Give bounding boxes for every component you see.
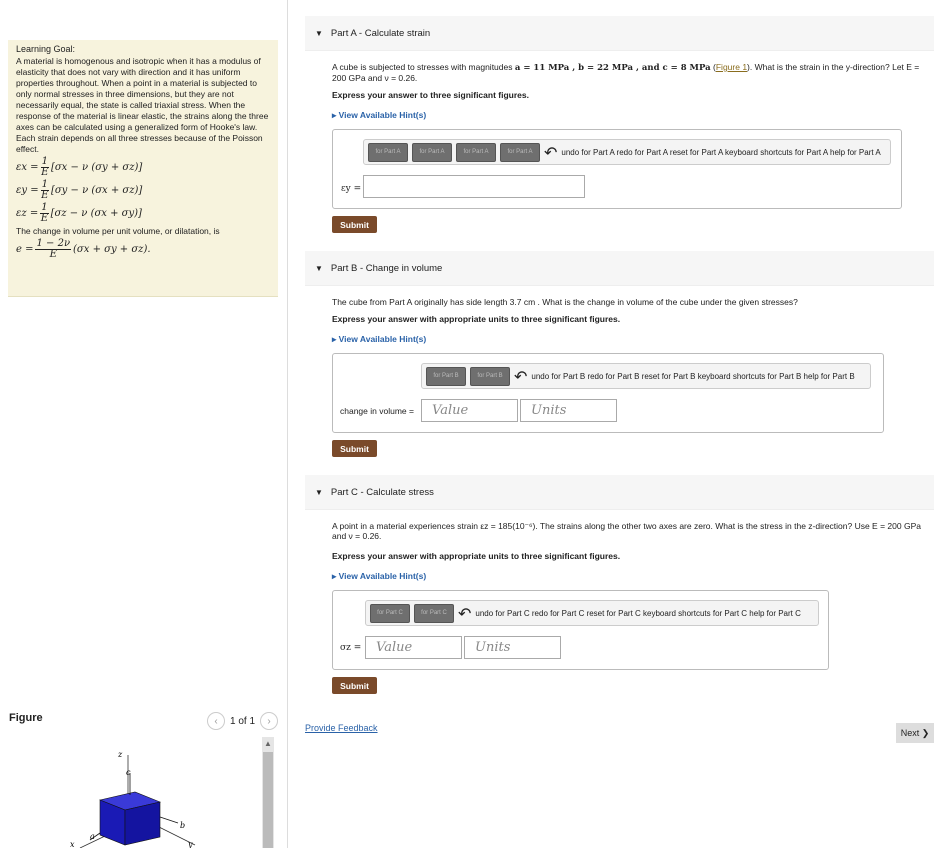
part-b-answer-box [332,353,884,433]
units-button[interactable]: for Part B [470,367,510,386]
part-a-answer-input[interactable] [363,175,585,198]
axis-label-y: y [188,840,193,848]
part-b-units-input[interactable]: Units [520,399,617,422]
axis-label-a: a [90,832,95,841]
stress-arrow-b [160,817,178,823]
part-a-hints-link[interactable]: ▸ View Available Hint(s) [332,110,427,120]
part-c-field-label: σz = [340,643,362,653]
eq-fraction: $\frac{1 - 2\nu}{E}$ [36,238,71,260]
vector-button[interactable]: for Part A [456,143,496,162]
provide-feedback-link[interactable]: Provide Feedback [305,723,378,733]
templates-button[interactable]: for Part A [368,143,408,162]
axis-label-x: x [70,840,75,848]
greek-button[interactable]: for Part A [412,143,452,162]
next-figure-button[interactable]: › [260,712,278,730]
undo-icon[interactable]: ↶ [514,366,528,386]
eq-fraction: $\frac{1}{E}$ [40,202,49,224]
part-b-instruction: Express your answer with appropriate units to three significant figures. [332,314,621,324]
part-b-submit-button[interactable]: Submit [332,440,377,457]
part-b-field-label: change in volume = [340,406,414,416]
part-a-toolbar [363,139,891,165]
part-c-header[interactable] [305,475,934,510]
part-c-question: A point in a material experiences strain εz = 185(10⁻⁶). The strains along the other two axes are zero. What is the stress in the z-direction? Use E = 200 GPa and ν = 0.26. [332,521,921,541]
eq-rhs: [σz − ν (σx + σy)] [50,208,142,219]
scroll-up-icon[interactable]: ▲ [264,739,272,748]
part-c-answer-box [332,590,829,670]
part-a-field-label: εy = [341,184,362,194]
part-a-toolbar-labels[interactable]: undo for Part A redo for Part A reset for Part A keyboard shortcuts for Part A help for Part A [561,147,881,157]
learning-goal-text: A material is homogenous and isotropic when it has a modulus of elasticity that does not vary with direction and it has uniform properties throughout. When a point in a material is subjected to only normal stresses in three dimensions, but they are not necessarily equal, the state is called triaxial stress. When the response of the material is linear elastic, the strains along the three axes can be calculated using a generalized form of Hooke's law. Each strain depends on all three stresses because of the Poisson effect. [16,56,269,154]
collapse-icon[interactable]: ▼ [315,487,323,497]
figure-scrollbar[interactable] [262,737,274,848]
axis-label-c: c [126,768,131,777]
equation-strain-z [16,203,270,224]
eq-lhs: e = [16,244,34,255]
part-c-toolbar [365,600,819,626]
equation-strain-y [16,180,270,201]
part-b-toolbar [421,363,871,389]
prev-figure-button[interactable]: ‹ [207,712,225,730]
part-c-units-input[interactable]: Units [464,636,561,659]
learning-goal-title: Learning Goal: [16,44,76,54]
undo-icon[interactable]: ↶ [458,603,472,623]
cube-figure [60,745,210,848]
part-b-title: Part B - Change in volume [330,262,443,274]
part-a-answer-box [332,129,902,209]
part-a-instruction: Express your answer to three significant figures. [332,90,529,100]
part-b-header[interactable] [305,251,934,286]
part-a-title: Part A - Calculate strain [330,27,431,39]
eq-rhs: (σx + σy + σz). [73,244,151,255]
left-panel [0,0,288,848]
part-a-header[interactable] [305,16,934,51]
eq-fraction: $\frac{1}{E}$ [41,156,49,178]
dilatation-text: The change in volume per unit volume, or dilatation, is [16,226,220,236]
units-button[interactable]: for Part C [414,604,454,623]
part-a-submit-button[interactable]: Submit [332,216,377,233]
scroll-thumb[interactable] [263,752,273,848]
part-c-title: Part C - Calculate stress [330,486,434,498]
equation-strain-x [16,157,270,178]
part-b-toolbar-labels[interactable]: undo for Part B redo for Part B reset for Part B keyboard shortcuts for Part B help for Part B [531,371,855,381]
part-b-hints-link[interactable]: ▸ View Available Hint(s) [332,334,427,344]
units-button[interactable]: for Part A [500,143,540,162]
equation-dilatation [16,239,270,260]
figure-pager [207,712,278,730]
part-c-value-input[interactable]: Value [365,636,462,659]
learning-goal-box [8,40,278,297]
part-c-toolbar-labels[interactable]: undo for Part C redo for Part C reset for Part C keyboard shortcuts for Part C help for Part C [475,608,801,618]
eq-lhs: εz = [16,208,39,219]
eq-lhs: εy = [16,185,39,196]
templates-button[interactable]: for Part B [426,367,466,386]
collapse-icon[interactable]: ▼ [315,28,323,38]
part-c-submit-button[interactable]: Submit [332,677,377,694]
part-c-hints-link[interactable]: ▸ View Available Hint(s) [332,571,427,581]
eq-fraction: $\frac{1}{E}$ [41,179,49,201]
part-b-value-input[interactable]: Value [421,399,518,422]
next-button[interactable]: Next ❯ [896,723,934,743]
axis-label-b: b [180,821,186,830]
part-b-question: The cube from Part A originally has side length 3.7 cm . What is the change in volume of the cube under the given stresses? [332,297,798,307]
eq-rhs: [σx − ν (σy + σz)] [50,162,143,173]
templates-button[interactable]: for Part C [370,604,410,623]
eq-rhs: [σy − ν (σx + σz)] [50,185,143,196]
eq-lhs: εx = [16,162,39,173]
figure-page-count: 1 of 1 [230,715,256,727]
figure-label: Figure [9,712,43,724]
figure-1-link[interactable]: Figure 1 [715,62,748,72]
undo-icon[interactable]: ↶ [544,142,558,162]
collapse-icon[interactable]: ▼ [315,263,323,273]
part-c-instruction: Express your answer with appropriate units to three significant figures. [332,551,621,561]
part-a-question: A cube is subjected to stresses with magnitudes a = 11 MPa , b = 22 MPa , and c = 8 MPa (Figure 1). What is the strain in the y-direction? Let E = 200 GPa and ν = 0.26. [332,62,920,83]
axis-label-z: z [118,750,123,759]
